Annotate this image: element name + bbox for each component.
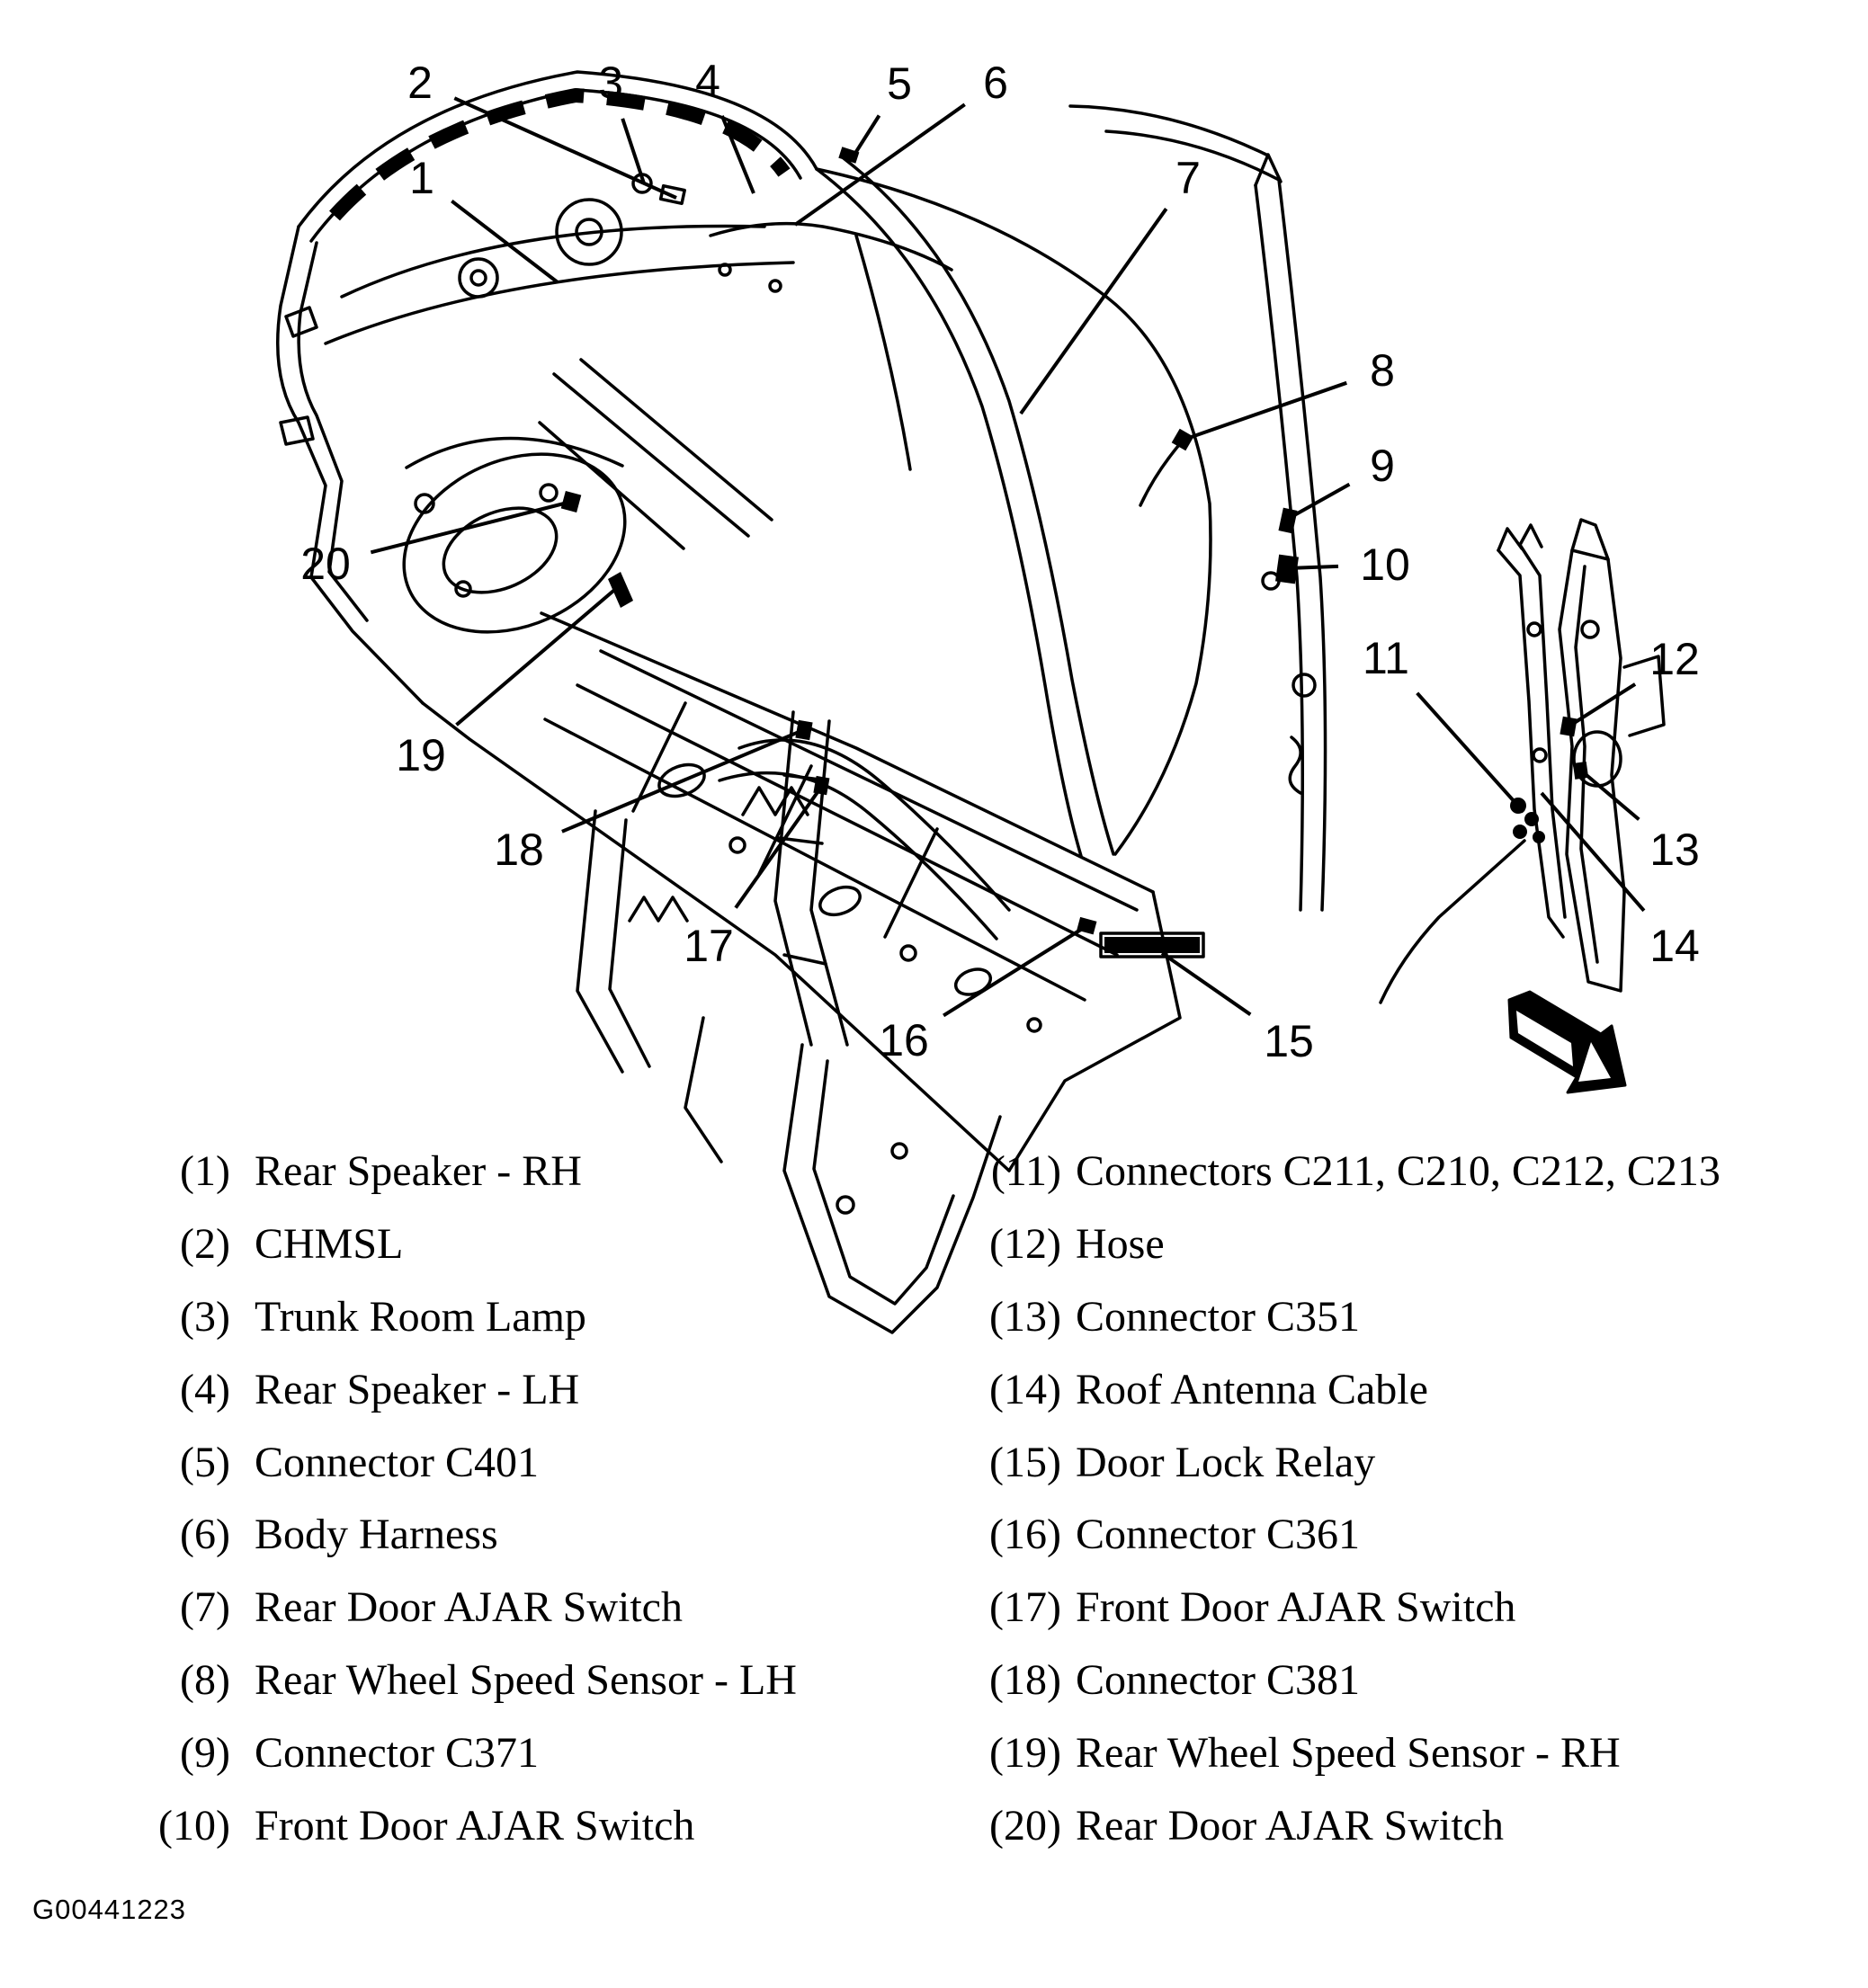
- callout-5: [853, 58, 912, 157]
- callout-number-2: 2: [407, 58, 433, 108]
- legend-item-number: (13): [989, 1292, 1061, 1341]
- legend-item-number: (17): [989, 1583, 1061, 1632]
- callout-7: [1021, 153, 1201, 414]
- legend-item-number: (14): [989, 1365, 1061, 1413]
- legend-item-left-7: [0, 1644, 933, 1716]
- legend-item-right-6: [934, 1571, 1868, 1644]
- legend-item-label: Connector C401: [255, 1438, 539, 1486]
- callout-14: [1542, 793, 1700, 971]
- callout-number-15: 15: [1264, 1016, 1314, 1066]
- legend-item-left-9: [0, 1789, 933, 1862]
- legend-item-left-2: [0, 1280, 933, 1353]
- legend-item-label: Roof Antenna Cable: [1076, 1365, 1428, 1413]
- direction-arrow-icon: [1509, 992, 1625, 1092]
- legend-item-label: Front Door AJAR Switch: [255, 1801, 695, 1850]
- legend-item-number: (6): [180, 1511, 230, 1559]
- legend-item-number: (4): [180, 1365, 230, 1413]
- callout-number-10: 10: [1360, 539, 1410, 590]
- legend-item-left-1: [0, 1208, 933, 1280]
- callout-number-5: 5: [887, 58, 912, 109]
- legend-item-label: Connector C351: [1076, 1292, 1360, 1341]
- legend-item-left-0: [0, 1135, 933, 1208]
- callout-number-17: 17: [684, 921, 734, 971]
- legend-item-number: (15): [989, 1438, 1061, 1486]
- legend-item-number: (11): [990, 1146, 1061, 1195]
- wheel-sensor-wire: [1140, 441, 1183, 505]
- legend-item-number: (16): [989, 1511, 1061, 1559]
- callout-17: [684, 786, 822, 971]
- legend-item-right-0: [934, 1135, 1868, 1208]
- legend-item-label: Door Lock Relay: [1076, 1438, 1376, 1486]
- legend-item-number: (10): [158, 1801, 230, 1850]
- connector-c381-marker: [795, 720, 812, 740]
- legend-item-number: (2): [180, 1219, 230, 1268]
- callout-number-1: 1: [409, 153, 434, 203]
- callout-number-6: 6: [983, 58, 1008, 108]
- legend-right-column: [934, 1135, 1868, 1862]
- legend-item-right-4: [934, 1426, 1868, 1499]
- callout-layer: [300, 56, 1700, 1066]
- wheel-speed-sensor-rh-marker: [608, 572, 633, 608]
- harness-drop: [1381, 841, 1524, 1003]
- legend-item-label: Hose: [1076, 1219, 1165, 1268]
- legend-item-number: (5): [180, 1438, 230, 1486]
- legend-item-label: Connector C361: [1076, 1511, 1360, 1559]
- legend-item-number: (20): [989, 1801, 1061, 1850]
- legend-item-number: (8): [180, 1656, 230, 1705]
- legend-item-label: CHMSL: [255, 1219, 404, 1268]
- legend-left-column: [0, 1135, 933, 1862]
- legend-item-right-9: [934, 1789, 1868, 1862]
- callout-10: [1288, 539, 1410, 590]
- legend-item-right-3: [934, 1353, 1868, 1426]
- legend-item-left-5: [0, 1498, 933, 1571]
- legend-item-label: Rear Wheel Speed Sensor - RH: [1076, 1729, 1621, 1778]
- legend-item-left-6: [0, 1571, 933, 1644]
- legend-item-number: (3): [180, 1292, 230, 1341]
- legend-item-label: Connectors C211, C210, C212, C213: [1076, 1146, 1721, 1195]
- callout-number-7: 7: [1175, 153, 1201, 203]
- figure-id: G00441223: [32, 1894, 187, 1925]
- callout-number-8: 8: [1370, 345, 1395, 396]
- legend-item-label: Rear Door AJAR Switch: [255, 1583, 683, 1632]
- callout-number-3: 3: [598, 58, 623, 108]
- legend-item-label: Rear Speaker - LH: [255, 1365, 580, 1413]
- legend-item-right-2: [934, 1280, 1868, 1353]
- legend-item-label: Rear Wheel Speed Sensor - LH: [255, 1656, 797, 1705]
- legend-item-right-7: [934, 1644, 1868, 1716]
- legend-item-label: Rear Door AJAR Switch: [1076, 1801, 1504, 1850]
- callout-8: [1184, 345, 1395, 440]
- callout-9: [1288, 441, 1395, 519]
- header-slots: [335, 95, 784, 216]
- callout-number-11: 11: [1363, 633, 1409, 683]
- legend-item-label: Connector C371: [255, 1729, 539, 1778]
- legend-item-label: Trunk Room Lamp: [255, 1292, 586, 1341]
- rear-speaker-rh-shape: [460, 259, 497, 297]
- legend-item-label: Rear Speaker - RH: [255, 1146, 582, 1195]
- callout-number-12: 12: [1649, 634, 1700, 684]
- callout-number-14: 14: [1649, 921, 1700, 971]
- legend-item-right-8: [934, 1716, 1868, 1789]
- callout-number-13: 13: [1649, 825, 1700, 875]
- connector-c371-marker: [1278, 508, 1297, 534]
- callout-number-16: 16: [879, 1015, 929, 1065]
- legend-item-number: (19): [989, 1729, 1061, 1778]
- callout-11: [1363, 633, 1524, 812]
- callout-12: [1569, 634, 1700, 727]
- legend-item-label: Front Door AJAR Switch: [1076, 1583, 1516, 1632]
- callout-number-18: 18: [494, 825, 544, 875]
- legend-item-number: (18): [989, 1656, 1061, 1705]
- wheel-speed-sensor-lh-marker: [1172, 429, 1194, 451]
- callout-number-19: 19: [396, 730, 446, 780]
- legend-item-number: (12): [989, 1219, 1061, 1268]
- legend-item-number: (7): [180, 1583, 230, 1632]
- legend-item-left-3: [0, 1353, 933, 1426]
- legend-item-right-1: [934, 1208, 1868, 1280]
- legend-item-label: Connector C381: [1076, 1656, 1360, 1705]
- legend-item-left-8: [0, 1716, 933, 1789]
- legend-item-right-5: [934, 1498, 1868, 1571]
- callout-number-9: 9: [1370, 441, 1395, 491]
- legend-item-number: (1): [180, 1146, 230, 1195]
- callout-18: [494, 730, 803, 875]
- callout-number-4: 4: [695, 56, 720, 106]
- legend-item-number: (9): [180, 1729, 230, 1778]
- legend-item-label: Body Harness: [255, 1511, 498, 1559]
- callout-4: [695, 56, 754, 193]
- door-lock-relay-fill: [1104, 937, 1200, 953]
- callout-number-20: 20: [300, 539, 351, 589]
- callout-15: [1162, 953, 1314, 1066]
- legend-item-left-4: [0, 1426, 933, 1499]
